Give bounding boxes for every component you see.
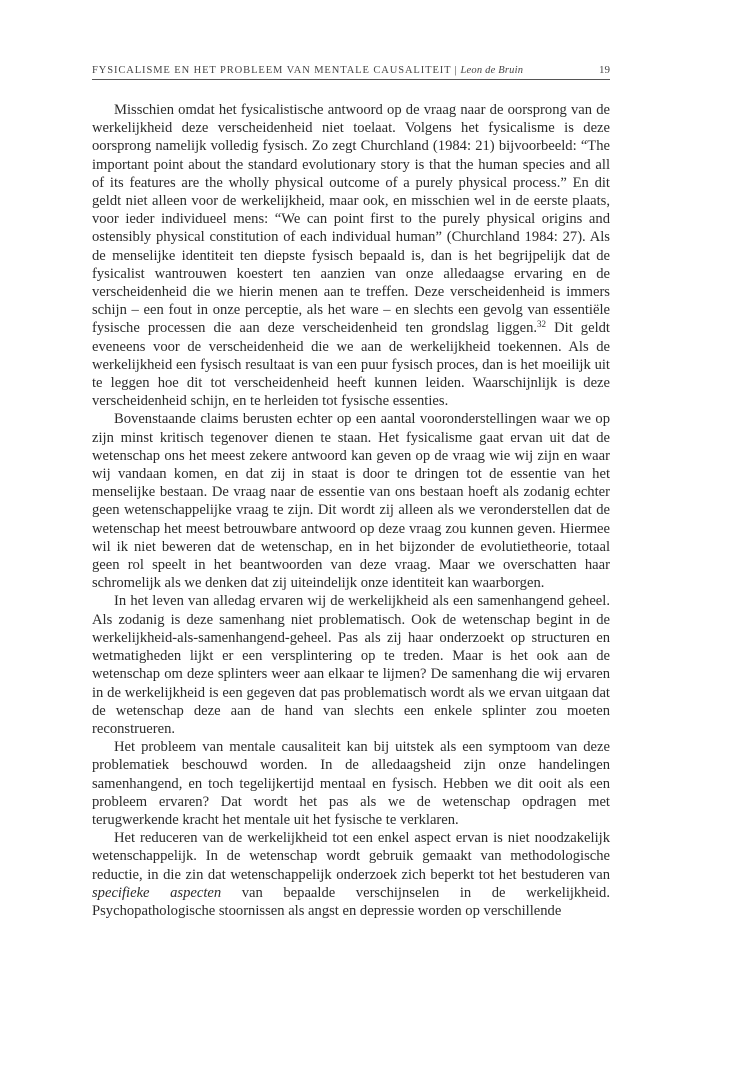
paragraph-5-text: Het reduceren van de werkelijkheid tot een enkel aspect ervan is niet noodzakelijk wetenschappelijk. In de wetenschap wordt gebruik gemaakt van methodologische reductie, in die zin dat wetenschappelijk onderzoek zich beperkt tot het bestuderen van — [92, 830, 610, 883]
paragraph-5-continuation: van bepaalde verschijnselen in de werkelijkheid. Psychopathologische stoornissen als angst en depressie worden op verschillende — [92, 884, 610, 919]
header-rule — [92, 79, 610, 80]
header-title: FYSICALISME EN HET PROBLEEM VAN MENTALE CAUSALITEIT — [92, 65, 452, 76]
paragraph-4: Het probleem van mentale causaliteit kan bij uitstek als een symptoom van deze problematiek beschouwd worden. In de alledaagsheid zijn onze handelingen samenhangend, en toch tegelijkertijd mentaal en fysisch. Hebben we dit ooit als een probleem ervaren? Dat wordt het pas als we de wetenschap opdragen met terugwerkende kracht het mentale uit het fysische te verklaren. — [92, 739, 610, 828]
paragraph-1-text: Misschien omdat het fysicalistische antwoord op de vraag naar de oorsprong van de werkelijkheid deze verscheidenheid niet toelaat. Volgens het fysicalisme is deze oorsprong namelijk volledig fysisch. Zo zegt Churchland (1984: 21) bijvoorbeeld: “The important point about the standard evolutionary story is that the human species and all of its features are the wholly physical outcome of a purely physical process.” En dit geldt niet alleen voor de werkelijkheid, maar ook, en misschien wel in de eerste plaats, voor ieder individueel mens: “We can point first to the purely physical origins and ostensibly physical constitution of each individual human” (Churchland 1984: 27). Als de menselijke identiteit ten diepste fysisch bepaald is, dan is het begrijpelijk dat de fysicalist wantrouwen koestert ten aanzien van onze alledaagse ervaring en de verscheidenheid die we hierin menen aan te treffen. Deze verscheidenheid is immers schijn – een fout in onze perceptie, als het ware – en slechts een gevolg van essentiële fysische processen die aan deze verscheidenheid ten grondslag liggen. — [92, 102, 610, 337]
paragraph-1 — [92, 101, 610, 410]
footnote-marker[interactable]: 32 — [537, 319, 547, 330]
header-author: Leon de Bruin — [460, 65, 524, 76]
page-number: 19 — [599, 64, 610, 76]
body-text — [92, 101, 610, 920]
paragraph-1-continuation: Dit geldt eveneens voor de verscheidenheid die we aan de werkelijkheid toekennen. Als de werkelijkheid een fysisch resultaat is van een puur fysisch proces, dan is het moeilijk uit te leggen hoe dit tot verscheidenheid heeft kunnen leiden. Waarschijnlijk is deze verscheidenheid schijn, en te herleiden tot fysische essenties. — [92, 320, 610, 410]
header-title-group — [92, 65, 523, 76]
paragraph-5 — [92, 829, 610, 920]
running-header — [92, 64, 610, 76]
emphasis-text: specifieke aspecten — [92, 884, 222, 901]
paragraph-3: In het leven van alledag ervaren wij de werkelijkheid als een samenhangend geheel. Als zodanig is deze samenhang niet problematisch. Ook de wetenschap begint in de werkelijkheid-als-samenhangend-geheel. Pas als zij haar onderzoekt op structuren en wetmatigheden lijkt er een versplintering op te treden. Maar is het ook aan de wetenschap om deze splinters weer aan elkaar te lijmen? De samenhang die wij ervaren in de werkelijkheid is een gegeven dat pas problematisch wordt als we ervan uitgaan dat de wetenschap deze aan de hand van slechts een enkele splinter zou moeten reconstrueren. — [92, 593, 610, 737]
paragraph-2: Bovenstaande claims berusten echter op een aantal vooronderstellingen waar we op zijn minst kritisch tegenover dienen te staan. Het fysicalisme gaat ervan uit dat de wetenschap ons het meest zekere antwoord kan geven op de vraag wie wij zijn en waar wij vandaan komen, en dat zij in staat is door te dringen tot de essentie van het menselijke bestaan. De vraag naar de essentie van ons bestaan hoeft als zodanig echter geen wetenschappelijke vraag te zijn. Dit wordt zij alleen als we veronderstellen dat de wetenschap het meest betrouwbare antwoord op deze vraag zou kunnen geven. Hiermee wil ik niet beweren dat de wetenschap, en in het bijzonder de evolutietheorie, totaal geen rol speelt in het beantwoorden van deze vraag. Maar we overschatten haar schromelijk als we denken dat zij uiteindelijk onze identiteit kan waarborgen. — [92, 411, 610, 592]
header-separator: | — [454, 65, 458, 76]
